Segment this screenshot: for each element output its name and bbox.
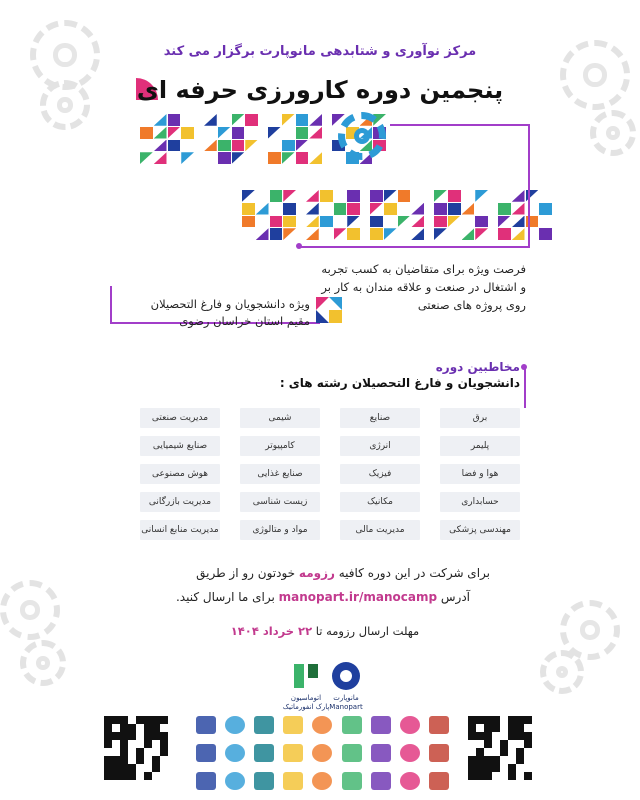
sponsor-logo-icon — [429, 716, 449, 734]
sponsor-logo-icon — [429, 772, 449, 790]
sponsor-logo-icon — [225, 744, 245, 762]
target-line: مقیم استان خراسان رضوی — [179, 314, 310, 328]
submission-url-link[interactable]: manopart.ir/manocamp — [278, 590, 438, 604]
sponsor-logo-icon — [400, 744, 420, 762]
cta-text: خودتون رو از طریق — [196, 566, 296, 580]
deadline — [210, 624, 440, 638]
field-item: مدیریت مالی — [340, 520, 420, 540]
organizer-line: مرکز نوآوری و شتابدهی مانوپارت برگزار می کند — [163, 44, 477, 59]
sponsor-logo-icon — [342, 772, 362, 790]
connector-line — [528, 124, 530, 248]
logo-letter-icon — [498, 190, 552, 240]
logo-letter-icon — [434, 190, 488, 240]
field-item: مواد و متالوژی — [240, 520, 320, 540]
qr-code-left — [104, 716, 168, 780]
field-item: شیمی — [240, 408, 320, 428]
field-item: انرژی — [340, 436, 420, 456]
sponsor-logo-icon — [429, 744, 449, 762]
section-dot — [521, 364, 527, 370]
intro-line: و اشتغال در صنعت و علاقه مندان به کار بر — [321, 280, 526, 294]
sponsor-logo-icon — [196, 772, 216, 790]
sponsor-logo-icon — [312, 716, 332, 734]
intro-line: فرصت ویژه برای متقاضیان به کسب تجربه — [321, 262, 526, 276]
bg-gear-icon — [0, 580, 60, 640]
org-right-name: مانوپارت — [333, 694, 359, 702]
sponsor-logo-icon — [283, 716, 303, 734]
connector-line — [300, 246, 530, 248]
field-item: مدیریت منابع انسانی — [140, 520, 220, 540]
sponsor-logo-icon — [283, 772, 303, 790]
audience-title: مخاطبین دوره — [435, 360, 520, 374]
sponsor-logo-icon — [196, 744, 216, 762]
sponsor-logo-icon — [283, 744, 303, 762]
field-item: مدیریت صنعتی — [140, 408, 220, 428]
field-item: مدیریت بازرگانی — [140, 492, 220, 512]
sponsor-logo-icon — [254, 716, 274, 734]
cta-highlight: رزومه — [298, 566, 335, 580]
bg-gear-icon — [560, 40, 630, 110]
sponsor-logo-icon — [254, 744, 274, 762]
sponsor-logos — [196, 716, 452, 790]
intro-text — [276, 260, 526, 314]
sponsor-logo-icon — [400, 772, 420, 790]
intro-line: روی پروژه های صنعتی — [417, 298, 526, 312]
sponsor-logo-icon — [312, 744, 332, 762]
logo-letter-icon — [242, 190, 296, 240]
cta-line-2 — [170, 590, 470, 604]
field-item: صنایع غذایی — [240, 464, 320, 484]
field-item: حسابداری — [440, 492, 520, 512]
section-line — [524, 368, 526, 408]
sponsor-logo-icon — [342, 744, 362, 762]
connector-dot — [296, 243, 302, 249]
sponsor-logo-icon — [371, 744, 391, 762]
sponsor-logo-icon — [342, 716, 362, 734]
deadline-text: مهلت ارسال رزومه تا — [315, 624, 420, 638]
fields-grid — [140, 408, 520, 540]
field-item: هوا و فضا — [440, 464, 520, 484]
sponsor-logo-icon — [400, 716, 420, 734]
field-item: صنایع شیمیایی — [140, 436, 220, 456]
sponsor-logo-icon — [371, 772, 391, 790]
automation-park-logo-icon — [290, 660, 322, 692]
sponsor-logo-icon — [225, 716, 245, 734]
bg-gear-icon — [540, 650, 584, 694]
audience-subtitle: دانشجویان و فارغ التحصیلان رشته های : — [279, 376, 520, 390]
field-item: فیزیک — [340, 464, 420, 484]
logo-letter-icon — [306, 190, 360, 240]
logo-letter-icon — [370, 190, 424, 240]
cta-text: برای ما ارسال کنید. — [175, 590, 275, 604]
cta-text: برای شرکت در این دوره کافیه — [338, 566, 490, 580]
field-item: کامپیوتر — [240, 436, 320, 456]
field-item: زیست شناسی — [240, 492, 320, 512]
field-item: هوش مصنوعی — [140, 464, 220, 484]
bg-gear-icon — [40, 80, 90, 130]
sponsor-logo-icon — [225, 772, 245, 790]
sponsor-logo-icon — [254, 772, 274, 790]
logo-camp5 — [242, 190, 552, 240]
deadline-date: ۲۲ خرداد ۱۴۰۴ — [230, 624, 313, 638]
logo-letter-icon — [268, 114, 322, 164]
sponsor-logo-icon — [371, 716, 391, 734]
field-item: پلیمر — [440, 436, 520, 456]
logo-letter-icon — [204, 114, 258, 164]
sponsor-logo-icon — [196, 716, 216, 734]
target-line: ویژه دانشجویان و فارغ التحصیلان — [150, 297, 310, 311]
page-title: پنجمین دوره کارورزی حرفه ای — [136, 76, 504, 104]
field-item: مکانیک — [340, 492, 420, 512]
bg-gear-icon — [20, 640, 66, 686]
manopart-logo-icon — [330, 660, 362, 692]
field-item: برق — [440, 408, 520, 428]
cta-text: آدرس — [440, 590, 470, 604]
qr-code-right — [468, 716, 532, 780]
bg-gear-icon — [590, 110, 636, 156]
sponsor-logo-icon — [312, 772, 332, 790]
logo-gear-icon — [338, 112, 386, 160]
org-right-sub: Manopart — [329, 703, 363, 711]
field-item: صنایع — [340, 408, 420, 428]
org-left-name: اتوماسیون — [290, 694, 322, 702]
connector-line — [390, 124, 530, 126]
target-mosaic-icon — [316, 297, 342, 323]
org-left-sub: پارک انفورماتیک — [282, 703, 330, 711]
field-item: مهندسی پزشکی — [440, 520, 520, 540]
cta-line-1 — [150, 566, 490, 580]
target-text — [100, 296, 310, 330]
logo-letter-icon — [140, 114, 194, 164]
